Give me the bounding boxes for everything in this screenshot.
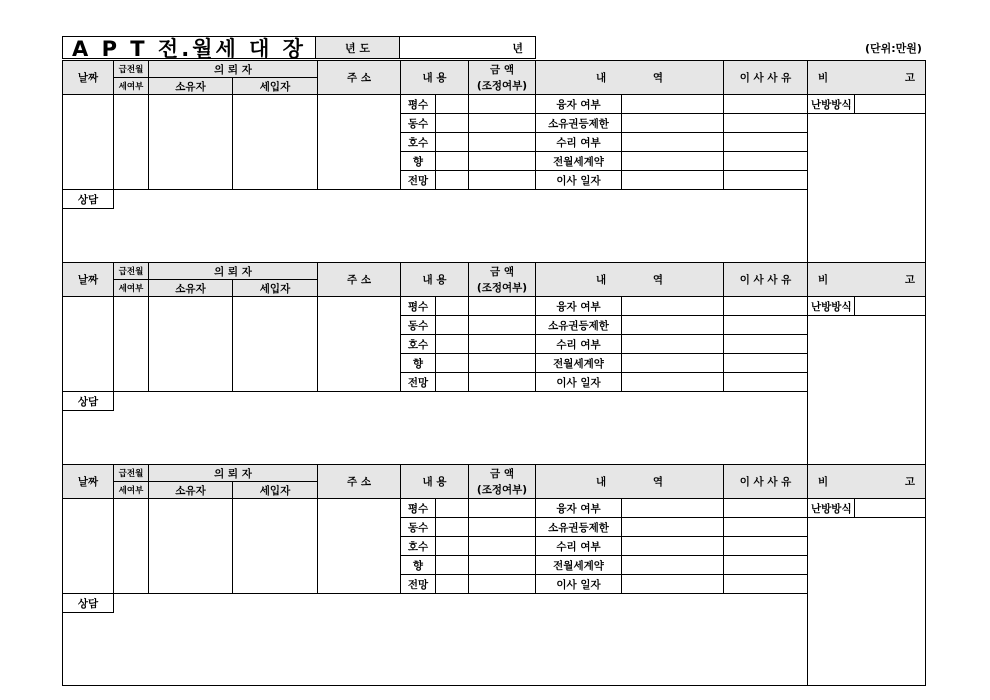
remark-header-right: 고: [904, 476, 916, 488]
content-label: 향: [401, 152, 436, 171]
consult-area[interactable]: [63, 613, 808, 686]
move-reason-cell[interactable]: [724, 518, 808, 537]
loan-header-top: 급전월: [114, 61, 149, 78]
detail-label: 소유권등제한: [536, 114, 622, 133]
content-label: 평수: [401, 297, 436, 316]
detail-label: 이사 일자: [536, 373, 622, 392]
amount-header-top: 금 액: [469, 61, 536, 78]
detail-label: 전월세계약: [536, 556, 622, 575]
move-reason-cell[interactable]: [724, 114, 808, 133]
content-header: 내 용: [401, 465, 469, 499]
detail-header: [536, 465, 724, 499]
tenant-cell[interactable]: [233, 95, 318, 190]
detail-value[interactable]: [622, 556, 724, 575]
amount-cell[interactable]: [469, 95, 536, 114]
detail-header-right: 역: [652, 476, 664, 488]
content-label: 전망: [401, 373, 436, 392]
detail-header-left: 내: [596, 274, 607, 286]
amount-header-bottom: (조정여부): [469, 482, 536, 499]
loan-cell[interactable]: [114, 95, 149, 190]
move-reason-cell[interactable]: [724, 171, 808, 190]
amount-cell[interactable]: [469, 152, 536, 171]
remark-header-left: 비: [818, 274, 829, 286]
amount-cell[interactable]: [469, 556, 536, 575]
amount-cell[interactable]: [469, 335, 536, 354]
content-value[interactable]: [436, 133, 469, 152]
detail-value[interactable]: [622, 114, 724, 133]
content-label: 동수: [401, 316, 436, 335]
heating-value[interactable]: [855, 499, 926, 518]
tenant-header: 세입자: [233, 280, 318, 297]
address-header: 주 소: [318, 61, 401, 95]
detail-value[interactable]: [622, 499, 724, 518]
move-reason-cell[interactable]: [724, 316, 808, 335]
detail-label: 수리 여부: [536, 133, 622, 152]
heating-label: 난방방식: [808, 499, 855, 518]
content-value[interactable]: [436, 537, 469, 556]
ledger-block-3: [62, 464, 926, 686]
content-value[interactable]: [436, 575, 469, 594]
tenant-header: 세입자: [233, 482, 318, 499]
detail-header: [536, 263, 724, 297]
client-header: 의 뢰 자: [149, 465, 318, 482]
detail-label: 소유권등제한: [536, 518, 622, 537]
year-label: 년 도: [315, 36, 400, 59]
detail-header: [536, 61, 724, 95]
detail-value[interactable]: [622, 335, 724, 354]
client-header: 의 뢰 자: [149, 263, 318, 280]
content-value[interactable]: [436, 518, 469, 537]
detail-header-right: 역: [652, 274, 664, 286]
address-header: 주 소: [318, 465, 401, 499]
owner-header: 소유자: [149, 482, 233, 499]
content-header: 내 용: [401, 263, 469, 297]
detail-value[interactable]: [622, 373, 724, 392]
remark-header-left: 비: [818, 72, 829, 84]
amount-cell[interactable]: [469, 297, 536, 316]
owner-cell[interactable]: [149, 95, 233, 190]
content-label: 전망: [401, 575, 436, 594]
loan-header-bottom: 세여부: [114, 280, 149, 297]
unit-note: (단위:만원): [865, 42, 922, 55]
detail-label: 융자 여부: [536, 297, 622, 316]
move-reason-header: 이 사 사 유: [724, 263, 808, 297]
detail-label: 소유권등제한: [536, 316, 622, 335]
move-reason-cell[interactable]: [724, 152, 808, 171]
remark-area[interactable]: [808, 518, 926, 686]
move-reason-cell[interactable]: [724, 335, 808, 354]
amount-cell[interactable]: [469, 575, 536, 594]
date-header: 날짜: [63, 61, 114, 95]
page-title: A P T 전.월세 대 장: [62, 36, 315, 59]
detail-label: 융자 여부: [536, 95, 622, 114]
detail-label: 이사 일자: [536, 171, 622, 190]
address-cell[interactable]: [318, 297, 401, 392]
loan-header-top: 급전월: [114, 263, 149, 280]
heating-value[interactable]: [855, 297, 926, 316]
owner-cell[interactable]: [149, 499, 233, 594]
remark-header-right: 고: [904, 274, 916, 286]
detail-value[interactable]: [622, 152, 724, 171]
detail-label: 융자 여부: [536, 499, 622, 518]
detail-label: 전월세계약: [536, 354, 622, 373]
loan-cell[interactable]: [114, 499, 149, 594]
content-value[interactable]: [436, 354, 469, 373]
detail-value[interactable]: [622, 133, 724, 152]
content-label: 전망: [401, 171, 436, 190]
content-value[interactable]: [436, 373, 469, 392]
ledger-block-2: [62, 262, 926, 484]
tenant-cell[interactable]: [233, 499, 318, 594]
move-reason-cell[interactable]: [724, 354, 808, 373]
consult-line: [114, 392, 808, 411]
detail-value[interactable]: [622, 575, 724, 594]
remark-header: [808, 465, 926, 499]
amount-cell[interactable]: [469, 537, 536, 556]
content-label: 호수: [401, 133, 436, 152]
content-value[interactable]: [436, 297, 469, 316]
content-label: 평수: [401, 95, 436, 114]
address-cell[interactable]: [318, 95, 401, 190]
consult-label: 상담: [63, 190, 114, 209]
amount-header-bottom: (조정여부): [469, 280, 536, 297]
amount-header-bottom: (조정여부): [469, 78, 536, 95]
amount-cell[interactable]: [469, 373, 536, 392]
detail-value[interactable]: [622, 171, 724, 190]
content-label: 동수: [401, 518, 436, 537]
content-value[interactable]: [436, 114, 469, 133]
content-value[interactable]: [436, 335, 469, 354]
detail-label: 이사 일자: [536, 575, 622, 594]
date-cell[interactable]: [63, 297, 114, 392]
detail-header-right: 역: [652, 72, 664, 84]
detail-header-left: 내: [596, 72, 607, 84]
content-value[interactable]: [436, 95, 469, 114]
detail-value[interactable]: [622, 354, 724, 373]
remark-header-right: 고: [904, 72, 916, 84]
tenant-header: 세입자: [233, 78, 318, 95]
amount-cell[interactable]: [469, 499, 536, 518]
move-reason-cell[interactable]: [724, 556, 808, 575]
owner-header: 소유자: [149, 78, 233, 95]
detail-value[interactable]: [622, 297, 724, 316]
content-value[interactable]: [436, 556, 469, 575]
amount-cell[interactable]: [469, 518, 536, 537]
content-value[interactable]: [436, 171, 469, 190]
year-field[interactable]: 년: [400, 36, 536, 59]
amount-cell[interactable]: [469, 133, 536, 152]
consult-label: 상담: [63, 392, 114, 411]
ledger-block-1: [62, 60, 926, 282]
loan-cell[interactable]: [114, 297, 149, 392]
amount-cell[interactable]: [469, 316, 536, 335]
date-header: 날짜: [63, 465, 114, 499]
tenant-cell[interactable]: [233, 297, 318, 392]
detail-value[interactable]: [622, 518, 724, 537]
heating-label: 난방방식: [808, 95, 855, 114]
amount-header-top: 금 액: [469, 263, 536, 280]
detail-value[interactable]: [622, 95, 724, 114]
heating-value[interactable]: [855, 95, 926, 114]
owner-header: 소유자: [149, 280, 233, 297]
detail-value[interactable]: [622, 316, 724, 335]
content-value[interactable]: [436, 316, 469, 335]
amount-cell[interactable]: [469, 354, 536, 373]
remark-header: [808, 263, 926, 297]
heating-label: 난방방식: [808, 297, 855, 316]
consult-line: [114, 190, 808, 209]
content-label: 호수: [401, 335, 436, 354]
content-label: 평수: [401, 499, 436, 518]
detail-value[interactable]: [622, 537, 724, 556]
owner-cell[interactable]: [149, 297, 233, 392]
detail-header-left: 내: [596, 476, 607, 488]
date-cell[interactable]: [63, 95, 114, 190]
loan-header-bottom: 세여부: [114, 482, 149, 499]
detail-label: 수리 여부: [536, 537, 622, 556]
move-reason-cell[interactable]: [724, 575, 808, 594]
content-header: 내 용: [401, 61, 469, 95]
move-reason-cell[interactable]: [724, 133, 808, 152]
move-reason-cell[interactable]: [724, 499, 808, 518]
remark-header: [808, 61, 926, 95]
move-reason-header: 이 사 사 유: [724, 465, 808, 499]
detail-label: 전월세계약: [536, 152, 622, 171]
loan-header-bottom: 세여부: [114, 78, 149, 95]
client-header: 의 뢰 자: [149, 61, 318, 78]
move-reason-cell[interactable]: [724, 537, 808, 556]
content-label: 향: [401, 354, 436, 373]
move-reason-cell[interactable]: [724, 373, 808, 392]
content-label: 향: [401, 556, 436, 575]
loan-header-top: 급전월: [114, 465, 149, 482]
content-value[interactable]: [436, 499, 469, 518]
consult-line: [114, 594, 808, 613]
content-label: 호수: [401, 537, 436, 556]
remark-area[interactable]: [808, 114, 926, 282]
move-reason-cell[interactable]: [724, 95, 808, 114]
move-reason-cell[interactable]: [724, 297, 808, 316]
amount-cell[interactable]: [469, 171, 536, 190]
date-header: 날짜: [63, 263, 114, 297]
amount-header-top: 금 액: [469, 465, 536, 482]
consult-label: 상담: [63, 594, 114, 613]
detail-label: 수리 여부: [536, 335, 622, 354]
move-reason-header: 이 사 사 유: [724, 61, 808, 95]
date-cell[interactable]: [63, 499, 114, 594]
content-label: 동수: [401, 114, 436, 133]
remark-header-left: 비: [818, 476, 829, 488]
remark-area[interactable]: [808, 316, 926, 484]
address-header: 주 소: [318, 263, 401, 297]
amount-cell[interactable]: [469, 114, 536, 133]
address-cell[interactable]: [318, 499, 401, 594]
content-value[interactable]: [436, 152, 469, 171]
